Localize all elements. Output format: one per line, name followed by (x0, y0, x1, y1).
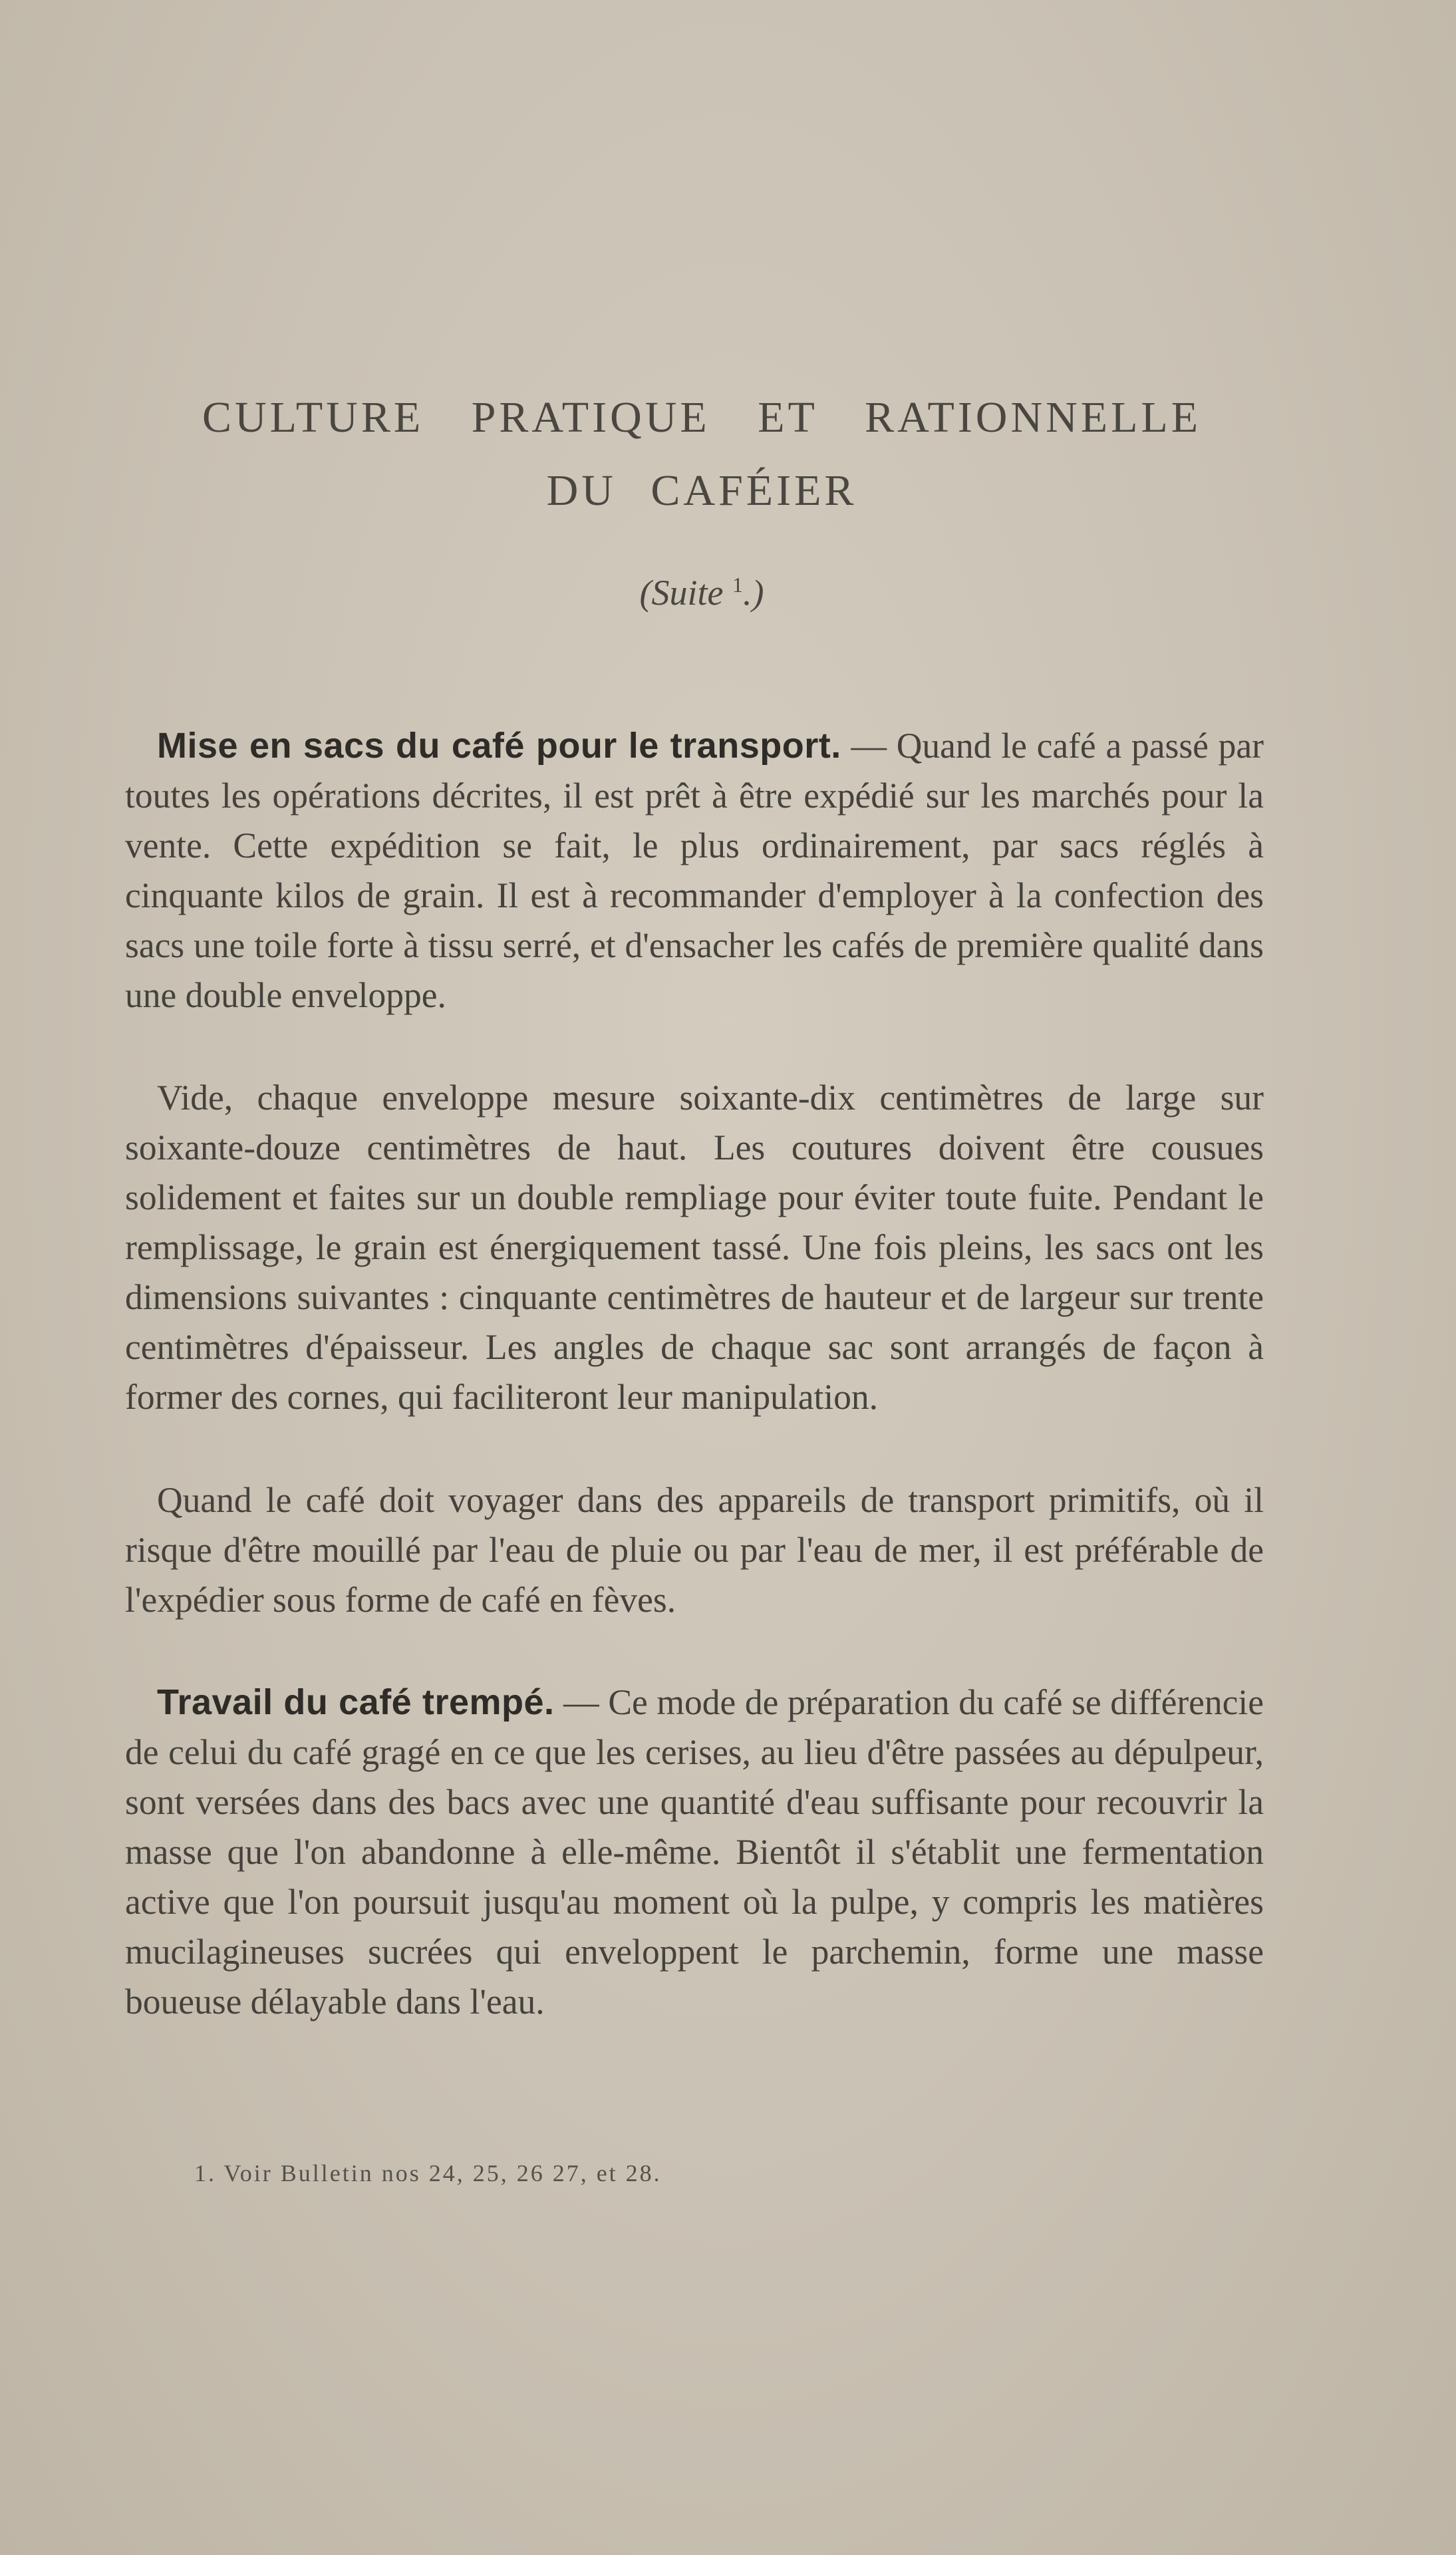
section-heading-travail: Travail du café trempé. (157, 1682, 555, 1722)
paragraph-1-text: — Quand le café a passé par toutes les opérations décrites, il est prêt à être expédié sur les marchés pour la vente. Cette expédition se fait, le plus ordinairement, par sacs réglés à cinquante kilos de grain. Il est à recommander d'employer à la confection des sacs une toile forte à tissu serré, et d'ensacher les cafés de première qualité dans une double enveloppe. (125, 726, 1264, 1015)
paragraph-4 (125, 1678, 1264, 2027)
paragraph-2: Vide, chaque enveloppe mesure soixante-dix centimètres de large sur soixante-douze centimètres de haut. Les coutures doivent être cousues solidement et faites sur un double rempliage pour éviter toute fuite. Pendant le remplissage, le grain est énergiquement tassé. Une fois pleins, les sacs ont les dimensions suivantes : cinquante centimètres de hauteur et de largeur sur trente centimètres d'épaisseur. Les angles de chaque sac sont arrangés de façon à former des cornes, qui faciliteront leur manipulation. (125, 1078, 1264, 1417)
paragraph-4-text: — Ce mode de préparation du café se différencie de celui du café gragé en ce que les cerises, au lieu d'être passées au dépulpeur, sont versées dans des bacs avec une quantité d'eau suffisante pour recouvrir la masse que l'on abandonne à elle-même. Bientôt il s'établit une fermentation active que l'on poursuit jusqu'au moment où la pulpe, y compris les matières mucilagineuses sucrées qui enveloppent le parchemin, forme une masse boueuse délayable dans l'eau. (125, 1682, 1264, 2022)
suite-label: (Suite (639, 573, 724, 613)
footnote-ref: 1 (732, 573, 743, 597)
section-heading-mise-en-sacs: Mise en sacs du café pour le transport. (157, 726, 841, 766)
footnote: 1. Voir Bulletin nos 24, 25, 26 27, et 28. (194, 2160, 662, 2186)
paragraph-3: Quand le café doit voyager dans des appareils de transport primitifs, où il risque d'être mouillé par l'eau de pluie ou par l'eau de mer, il est préférable de l'expédier sous forme de café en fèves. (125, 1480, 1264, 1620)
suite-close: .) (742, 573, 764, 613)
paragraph-1 (125, 721, 1264, 1020)
suite-note (126, 572, 1277, 613)
title-line-2: DU CAFÉIER (546, 466, 857, 515)
title-line-1: CULTURE PRATIQUE ET RATIONNELLE (202, 393, 1202, 442)
